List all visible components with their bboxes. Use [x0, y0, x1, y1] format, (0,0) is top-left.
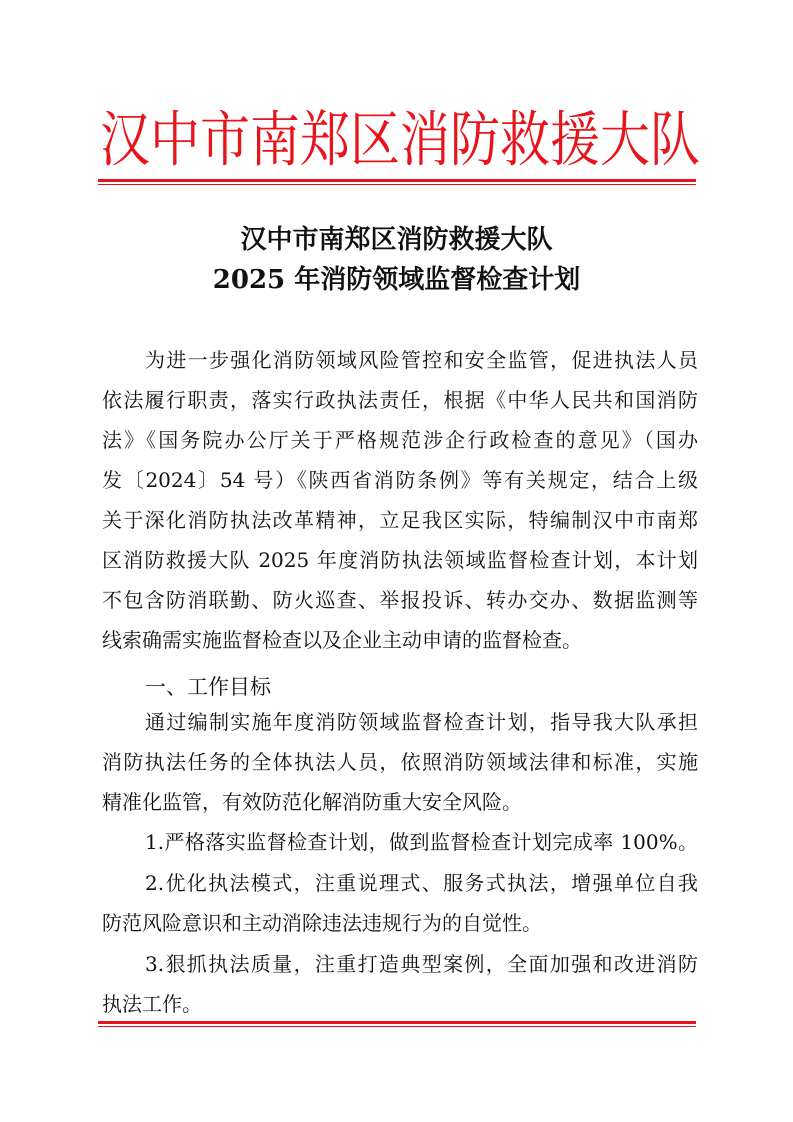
- intro-line: 为进一步强化消防领域风险管控和安全监管，促进执法人员: [145, 348, 698, 372]
- masthead-char: 救: [500, 105, 550, 175]
- masthead-char: 中: [150, 105, 200, 175]
- masthead-char: 南: [250, 105, 300, 175]
- masthead-rule-thin: [98, 184, 696, 185]
- masthead-char: 大: [600, 105, 650, 175]
- section-line: 2.优化执法模式，注重说理式、服务式执法，增强单位自我: [145, 871, 698, 895]
- section-line: 执法工作。: [102, 992, 202, 1016]
- intro-line: 发〔2024〕54 号）《陕西省消防条例》等有关规定，结合上级: [102, 468, 698, 492]
- masthead-char: 队: [650, 105, 700, 175]
- section-line: 防范风险意识和主动消除违法违规行为的自觉性。: [102, 911, 542, 935]
- intro-line: 线索确需实施监督检查以及企业主动申请的监督检查。: [102, 628, 582, 652]
- masthead: [100, 100, 700, 180]
- document-title-line-2: 2025 年消防领域监督检查计划: [212, 265, 581, 295]
- footer-rule-thin: [98, 1026, 696, 1027]
- footer-rule-thick: [98, 1021, 696, 1024]
- masthead-rule-thick: [98, 179, 696, 182]
- section-line: 消防执法任务的全体执法人员，依照消防领域法律和标准，实施: [102, 750, 698, 774]
- section-line: 通过编制实施年度消防领域监督检查计划，指导我大队承担: [145, 710, 698, 734]
- document-title-line-1: 汉中市南郑区消防救援大队: [240, 225, 553, 255]
- section-line: 3.狠抓执法质量，注重打造典型案例，全面加强和改进消防: [145, 952, 698, 976]
- intro-line: 关于深化消防执法改革精神，立足我区实际，特编制汉中市南郑: [102, 508, 698, 532]
- masthead-char: 防: [450, 105, 500, 175]
- section-line: 1.严格落实监督检查计划，做到监督检查计划完成率 100%。: [145, 830, 698, 854]
- masthead-char: 消: [400, 105, 450, 175]
- intro-line: 法》《国务院办公厅关于严格规范涉企行政检查的意见》（国办: [102, 428, 698, 452]
- section-heading: 一、工作目标: [145, 675, 271, 699]
- masthead-char: 援: [550, 105, 600, 175]
- masthead-char: 区: [350, 105, 400, 175]
- masthead-char: 汉: [100, 105, 150, 175]
- masthead-char: 郑: [300, 105, 350, 175]
- masthead-char: 市: [200, 105, 250, 175]
- intro-line: 区消防救援大队 2025 年度消防执法领域监督检查计划，本计划: [102, 548, 698, 572]
- intro-line: 依法履行职责，落实行政执法责任，根据《中华人民共和国消防: [102, 388, 698, 412]
- section-line: 精准化监管，有效防范化解消防重大安全风险。: [102, 790, 522, 814]
- intro-line: 不包含防消联勤、防火巡查、举报投诉、转办交办、数据监测等: [102, 588, 698, 612]
